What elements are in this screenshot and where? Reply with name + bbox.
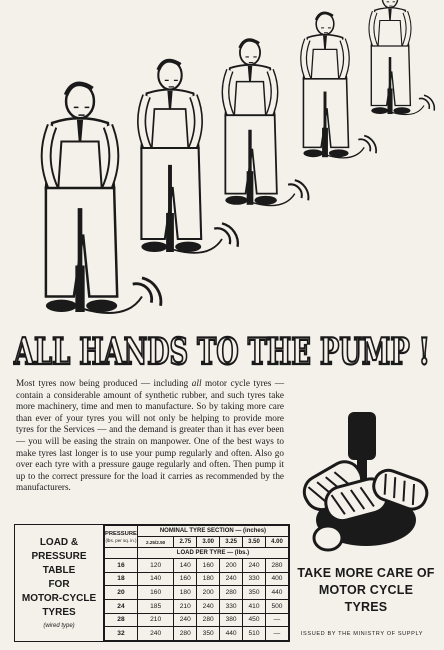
table-title [15,525,104,641]
load-value: 180 [174,586,197,600]
hand-holding-tyres-illustration [292,392,436,554]
body-text-1: Most tyres now being produced — including [16,378,192,388]
load-value: 180 [197,572,220,586]
load-value: 240 [174,613,197,627]
load-value: 200 [220,559,243,573]
load-value: 200 [197,586,220,600]
load-value: 210 [174,599,197,613]
headline [10,328,434,372]
load-value: 350 [243,586,266,600]
load-value: 280 [197,613,220,627]
pressure-value: 18 [105,572,138,586]
pressure-value: 20 [105,586,138,600]
load-value: 330 [243,572,266,586]
pressure-value: 16 [105,559,138,573]
load-value: 500 [265,599,288,613]
section-size: 3.00 [197,537,220,548]
slogan-line: MOTOR CYCLE TYRES [318,583,414,614]
load-value: 240 [220,572,243,586]
load-value: 440 [220,627,243,641]
load-value: 140 [137,572,173,586]
load-value: 400 [265,572,288,586]
load-value: 120 [137,559,173,573]
table-row [105,586,289,600]
load-value: 280 [174,627,197,641]
load-value: — [265,627,288,641]
load-value: 330 [220,599,243,613]
headline-text: ALL HANDS TO THE PUMP ! [13,331,430,372]
table-row [105,627,289,641]
load-value: 210 [137,613,173,627]
load-pressure-table [14,524,290,642]
load-value: 240 [137,627,173,641]
load-value: 410 [243,599,266,613]
load-value: 440 [265,586,288,600]
load-value: 280 [220,586,243,600]
load-value: 380 [220,613,243,627]
load-value: 140 [174,559,197,573]
load-value: 240 [243,559,266,573]
pressure-value: 32 [105,627,138,641]
pressure-value: 24 [105,599,138,613]
section-size: 2.25/2.50 [137,537,173,548]
table-title-line: PRESSURE TABLE [31,551,87,576]
load-value: 160 [197,559,220,573]
load-value: 510 [243,627,266,641]
load-value: 160 [174,572,197,586]
table-title-line: FOR [48,579,70,590]
body-text-emphasis: all [191,378,202,388]
load-table-grid [104,525,289,641]
load-header: LOAD PER TYRE — (lbs.) [137,548,288,559]
issued-by-credit: ISSUED BY THE MINISTRY OF SUPPLY [300,631,424,637]
section-size: 3.25 [220,537,243,548]
load-value: 240 [197,599,220,613]
load-value: 280 [265,559,288,573]
blank-cell [105,548,138,559]
load-value: 185 [137,599,173,613]
pressure-value: 28 [105,613,138,627]
table-row [105,572,289,586]
table-title-line: MOTOR-CYCLE [21,593,97,604]
man-figure-3 [225,40,308,206]
pressure-unit: (lbs. per sq. in.) [105,537,137,543]
section-size: 4.00 [265,537,288,548]
load-value: 450 [243,613,266,627]
load-value: 160 [137,586,173,600]
body-text-2: motor cycle tyres — contain a considerable amount of synthetic rubber, and such tyres take more machinery, time and men to manufacture. So by taking more care than ever of your tyres you will not only be helping to provide more tyres for the Services — and the demand is greater than it has ever been — you will be easing the strain on manpower. One of the best ways to make tyres last longer is to use your pump regularly and often. Also go over each tyre with a pressure gauge regularly and often. Then pump it up to the correct pressure for the load it carries as recommended by the manufacturers. [16,378,285,493]
slogan-line: TAKE MORE CARE OF [297,566,435,580]
section-header: NOMINAL TYRE SECTION — (inches) [137,526,288,537]
table-title-sub: (wired type) [43,623,75,629]
table-row [105,613,289,627]
load-value: 350 [197,627,220,641]
section-size: 2.75 [174,537,197,548]
load-value: — [265,613,288,627]
body-copy [16,378,284,494]
man-figure-4 [303,13,376,158]
pressure-header-cell [105,526,138,548]
section-size: 3.50 [243,537,266,548]
table-title-line: TYRES [42,607,76,618]
table-row [105,559,289,573]
pressure-header: PRESSURE [105,530,137,537]
man-figure-5 [371,0,434,115]
table-row [105,599,289,613]
table-title-line: LOAD & [39,537,79,548]
slogan [296,565,436,616]
